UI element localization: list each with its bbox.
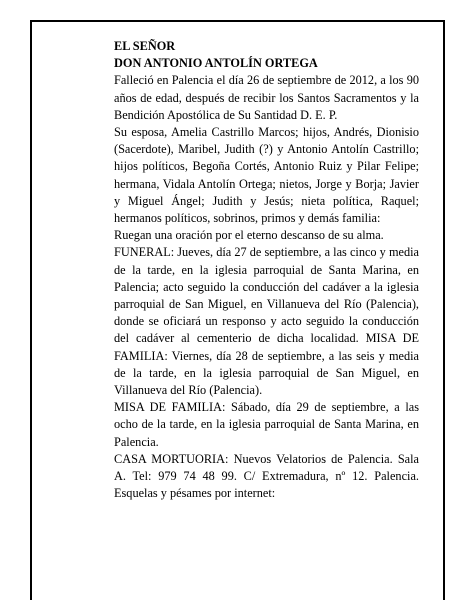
death-announcement: Falleció en Palencia el día 26 de septiembre de 2012, a los 90 años de edad, después de recibir los Santos Sacramentos y la Bendición Apostólica de Su Santidad D. E. P. bbox=[114, 73, 419, 122]
heading-title: EL SEÑOR bbox=[114, 39, 176, 53]
funeral-details: FUNERAL: Jueves, día 27 de septiembre, a las cinco y media de la tarde, en la iglesia parroquial de Santa Marina, en Palencia; acto seguido la conducción del cadáver a la iglesia parroquial de San Miguel, en Villanueva del Río (Palencia), donde se oficiará un responso y acto seguido la conducción del cadáver al cementerio de dicha localidad. MISA DE FAMILIA: Viernes, día 28 de septiembre, a las seis y media de la tarde, en la iglesia parroquial de San Miguel, en Villanueva del Río (Palencia). bbox=[114, 245, 419, 398]
funeral-home-details: CASA MORTUORIA: Nuevos Velatorios de Palencia. Sala A. Tel: 979 74 48 99. C/ Extremadura, nº 12. Palencia. Esquelas y pésames por internet: bbox=[114, 451, 419, 501]
family-list: Su esposa, Amelia Castrillo Marcos; hijos, Andrés, Dionisio (Sacerdote), Maribel, Judith (?) y Antonio Antolín Castrillo; hijos políticos, Begoña Cortés, Antonio Ruiz y Pilar Felipe; hermana, Vidala Antolín Ortega; nietos, Jorge y Borja; Javier y Miguel Ángel; Judith y Jesús; nieta política, Raquel; hermanos políticos, sobrinos, primos y demás familia: bbox=[114, 125, 419, 226]
prayer-request: Ruegan una oración por el eterno descanso de su alma. bbox=[114, 228, 384, 243]
heading-name: DON ANTONIO ANTOLÍN ORTEGA bbox=[114, 56, 318, 71]
obituary-notice bbox=[114, 38, 419, 502]
family-mass-details: MISA DE FAMILIA: Sábado, día 29 de septiembre, a las ocho de la tarde, en la iglesia parroquial de Santa Marina, en Palencia. bbox=[114, 400, 419, 449]
